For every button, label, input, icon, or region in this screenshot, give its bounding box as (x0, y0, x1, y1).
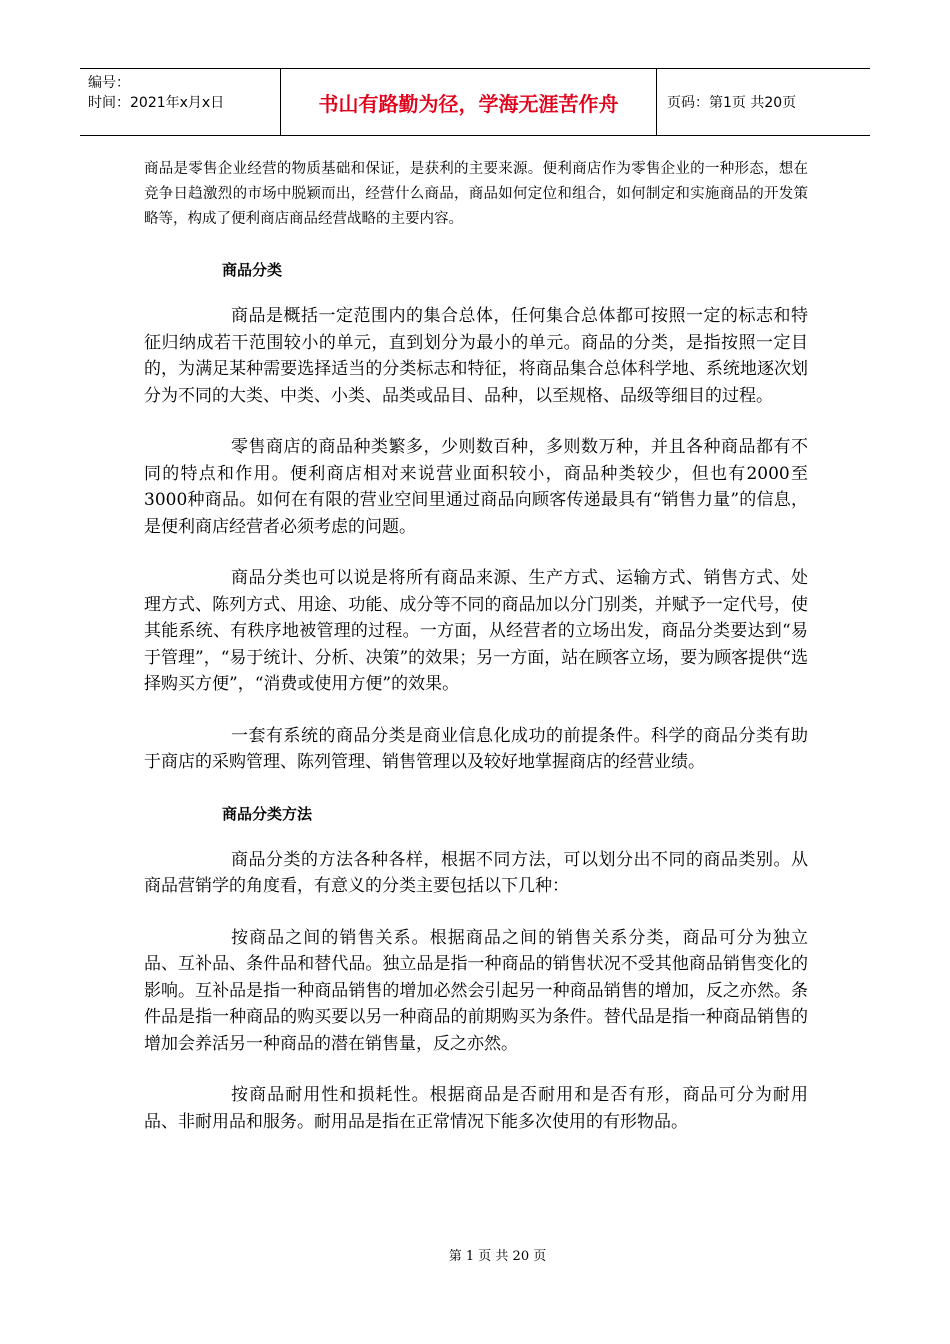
header-motto: 书山有路勤为径，学海无涯苦作舟 (281, 69, 657, 135)
header-page-info: 页码：第1页 共20页 (667, 95, 797, 111)
body-paragraph: 按商品耐用性和损耗性。根据商品是否耐用和是否有形，商品可分为耐用品、非耐用品和服务。耐用品是指在正常情况下能多次使用的有形物品。 (144, 1085, 808, 1132)
section-heading-classification: 商品分类 (222, 261, 283, 279)
intro-paragraph: 商品是零售企业经营的物质基础和保证，是获利的主要来源。便利商店作为零售企业的一种形态，想在竞争日趋激烈的市场中脱颖而出，经营什么商品，商品如何定位和组合，如何制定和实施商品的开发策略等，构成了便利商店商品经营战略的主要内容。 (144, 161, 808, 227)
document-header (80, 68, 870, 136)
document-time-label: 时间：2021年x月x日 (88, 95, 225, 111)
body-paragraph: 商品分类的方法各种各样，根据不同方法，可以划分出不同的商品类别。从商品营销学的角度看，有意义的分类主要包括以下几种： (144, 849, 808, 896)
body-paragraph: 商品分类也可以说是将所有商品来源、生产方式、运输方式、销售方式、处理方式、陈列方式、用途、功能、成分等不同的商品加以分门别类，并赋予一定代号，使其能系统、有秩序地被管理的过程。一方面，从经营者的立场出发，商品分类要达到“易于管理”，“易于统计、分析、决策”的效果；另一方面，站在顾客立场，要为顾客提供“选择购买方便”，“消费或使用方便”的效果。 (144, 568, 808, 694)
body-paragraph: 一套有系统的商品分类是商业信息化成功的前提条件。科学的商品分类有助于商店的采购管理、陈列管理、销售管理以及较好地掌握商店的经营业绩。 (144, 725, 808, 772)
section-heading-methods: 商品分类方法 (222, 804, 313, 823)
page-footer: 第 1 页 共 20 页 (448, 1249, 547, 1264)
body-paragraph: 商品是概括一定范围内的集合总体，任何集合总体都可按照一定的标志和特征归纳成若干范围较小的单元，直到划分为最小的单元。商品的分类，是指按照一定目的，为满足某种需要选择适当的分类标志和特征，将商品集合总体科学地、系统地逐次划分为不同的大类、中类、小类、品类或品目、品种，以至规格、品级等细目的过程。 (144, 306, 808, 406)
header-meta-cell (80, 69, 281, 135)
body-paragraph: 按商品之间的销售关系。根据商品之间的销售关系分类，商品可分为独立品、互补品、条件品和替代品。独立品是指一种商品的销售状况不受其他商品销售变化的影响。互补品是指一种商品销售的增加必然会引起另一种商品销售的增加，反之亦然。条件品是指一种商品的购买要以另一种商品的前期购买为条件。替代品是指一种商品销售的增加会养活另一种商品的潜在销售量，反之亦然。 (144, 927, 808, 1054)
document-body (144, 157, 808, 1135)
document-number-label: 编号： (88, 75, 130, 91)
body-paragraph: 零售商店的商品种类繁多，少则数百种，多则数万种，并且各种商品都有不同的特点和作用。便利商店相对来说营业面积较小，商品种类较少，但也有2000至3000种商品。如何在有限的营业空间里通过商品向顾客传递最具有“销售力量”的信息，是便利商店经营者必须考虑的问题。 (144, 437, 808, 537)
